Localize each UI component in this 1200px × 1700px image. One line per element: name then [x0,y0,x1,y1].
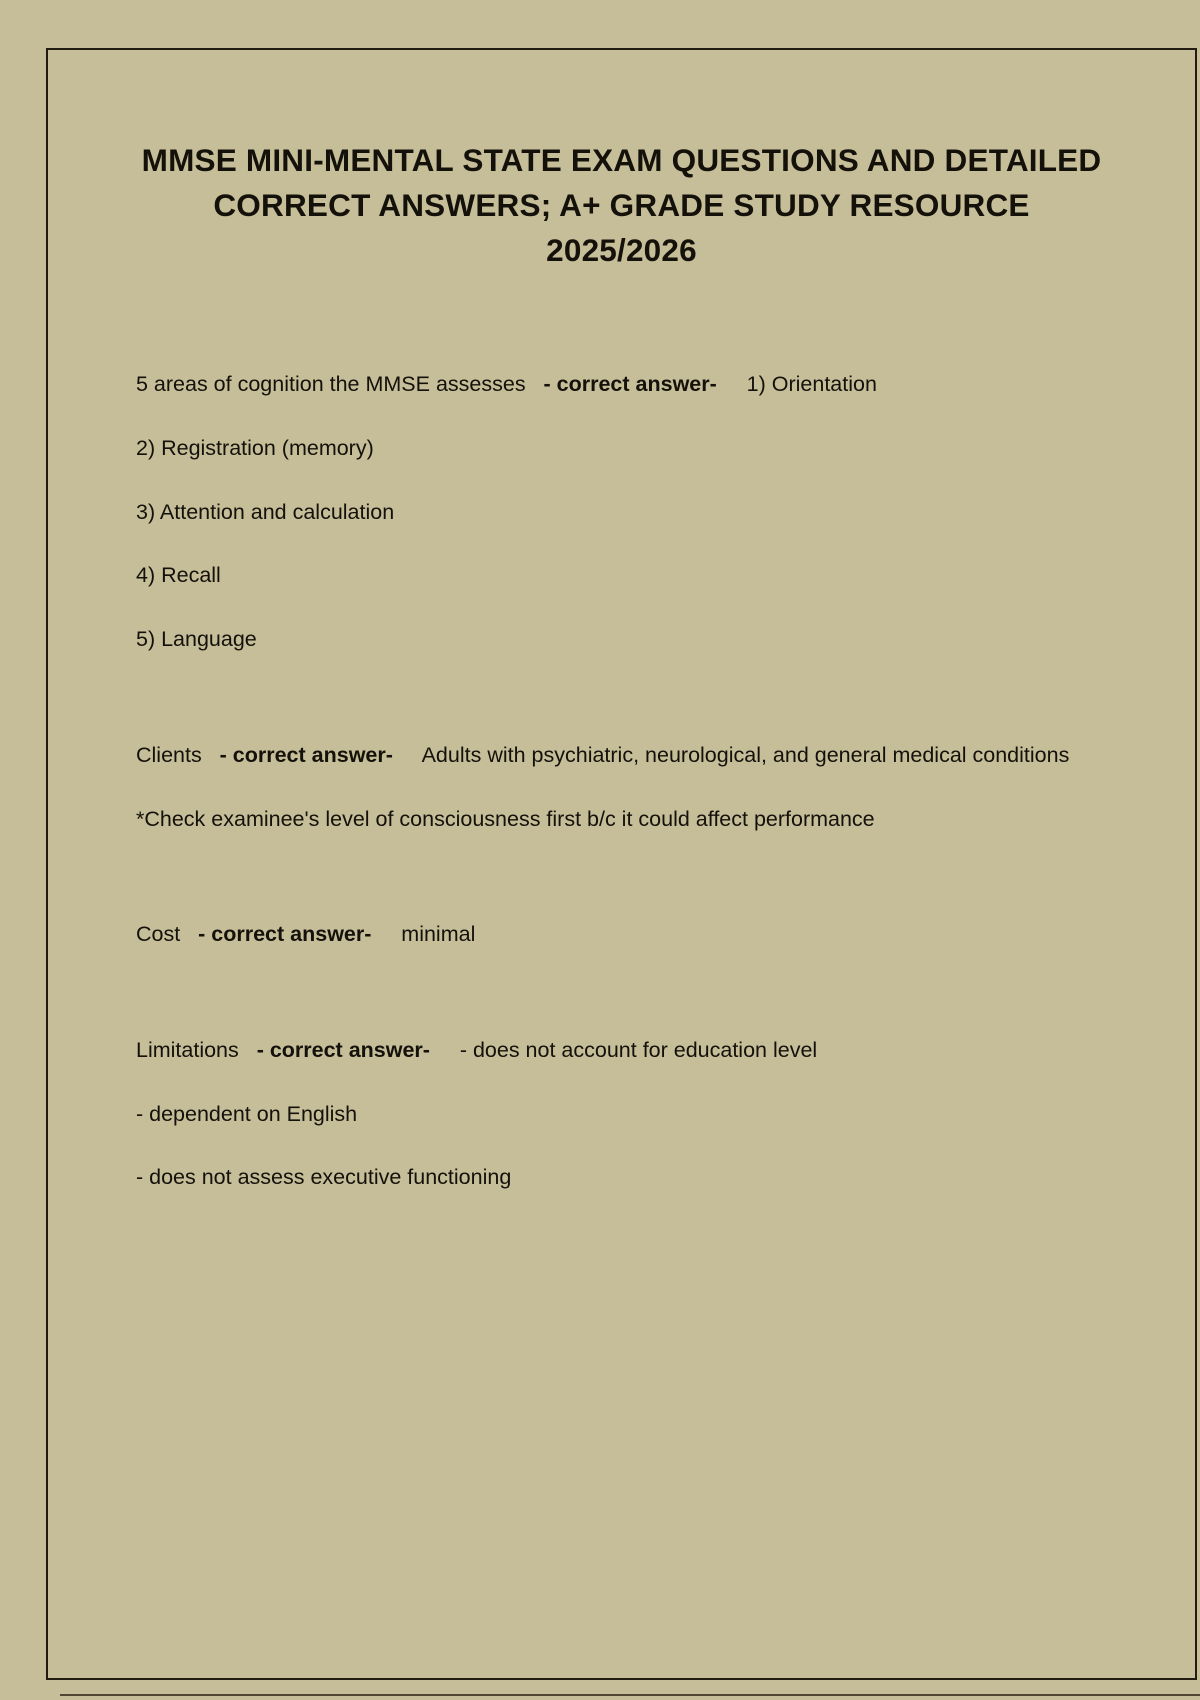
section-spacer [136,688,1107,740]
qa-line-cognition-areas [136,369,1107,400]
list-item: 2) Registration (memory) [136,435,374,460]
answer-text-limitations: - does not account for education level [459,1037,818,1062]
list-item: - dependent on English [136,1101,358,1126]
qa-line-limitations [136,1035,1107,1066]
note-consciousness-check: *Check examinee's level of consciousness first b/c it could affect performance [136,806,875,831]
section-spacer [136,867,1107,919]
page-title: MMSE MINI-MENTAL STATE EXAM QUESTIONS AND DETAILED CORRECT ANSWERS; A+ GRADE STUDY RESOURCE 2025/2026 [141,142,1102,269]
next-page-edge [60,1694,1200,1696]
list-item: 5) Language [136,627,257,652]
list-item: - does not assess executive functioning [136,1165,512,1190]
answer-text-clients: Adults with psychiatric, neurological, and general medical conditions [421,742,1070,767]
qa-line-cost [136,919,1107,950]
qa-block-cognition-areas [136,369,1107,655]
qa-block-clients [136,740,1107,834]
question-text-cost: Cost [136,922,181,947]
qa-block-cost [136,919,1107,950]
list-item: 4) Recall [136,563,221,588]
qa-block-limitations [136,1035,1107,1193]
list-item: 3) Attention and calculation [136,499,395,524]
correct-answer-marker: - correct answer- [543,372,717,397]
correct-answer-marker: - correct answer- [198,922,372,947]
document-body [48,273,1195,1193]
question-text-limitations: Limitations [136,1037,239,1062]
section-spacer [136,983,1107,1035]
qa-line-clients [136,740,1107,771]
correct-answer-marker: - correct answer- [256,1037,430,1062]
document-page [46,48,1197,1680]
answer-text-cognition-first: 1) Orientation [746,372,877,397]
question-text-clients: Clients [136,742,202,767]
correct-answer-marker: - correct answer- [219,742,393,767]
answer-text-cost: minimal [401,922,476,947]
question-text-cognition-areas: 5 areas of cognition the MMSE assesses [136,372,526,397]
